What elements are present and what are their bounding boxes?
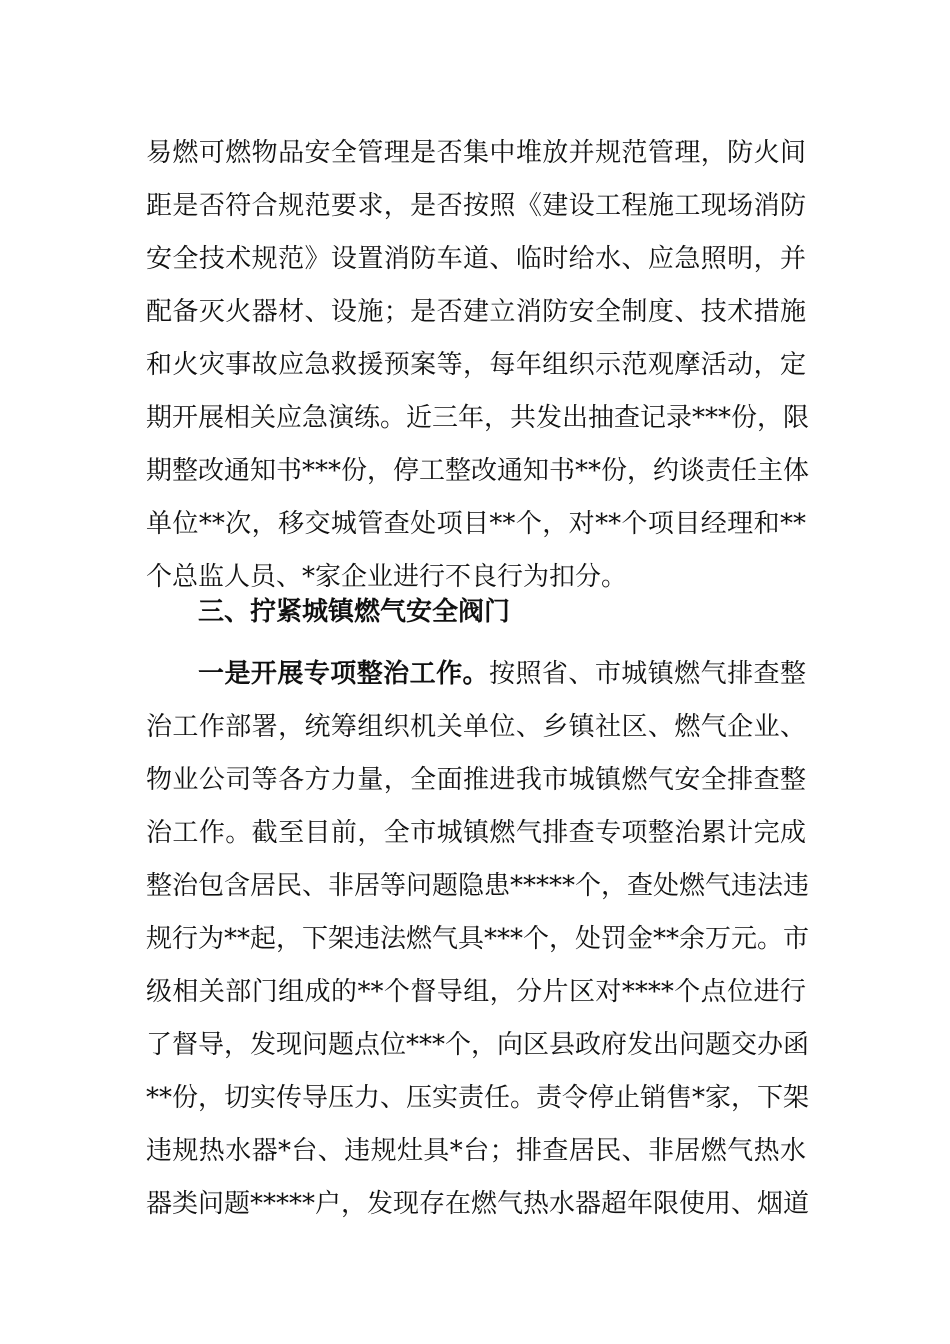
text-line-rest: 按照省、市城镇燃气排查整 xyxy=(489,659,806,689)
text-line: 易燃可燃物品安全管理是否集中堆放并规范管理，防火间 xyxy=(146,138,806,168)
text-line: 和火灾事故应急救援预案等，每年组织示范观摩活动，定 xyxy=(146,350,806,380)
text-line: **份，切实传导压力、压实责任。责令停止销售*家，下架 xyxy=(146,1083,810,1113)
text-line: 期整改通知书***份，停工整改通知书**份，约谈责任主体 xyxy=(146,456,810,486)
text-line: 治工作部署，统筹组织机关单位、乡镇社区、燃气企业、 xyxy=(146,712,806,742)
text-line: 个总监人员、*家企业进行不良行为扣分。 xyxy=(146,562,628,592)
text-line: 单位**次，移交城管查处项目**个，对**个项目经理和** xyxy=(146,509,806,539)
paragraph-fire-safety xyxy=(146,127,810,604)
section-heading-block xyxy=(146,586,806,639)
text-line: 规行为**起，下架违法燃气具***个，处罚金**余万元。市 xyxy=(146,924,810,954)
text-line: 整治包含居民、非居等问题隐患*****个，查处燃气违法违 xyxy=(146,871,810,901)
text-line-first xyxy=(146,648,806,701)
text-line: 物业公司等各方力量，全面推进我市城镇燃气安全排查整 xyxy=(146,765,806,795)
text-line: 违规热水器*台、违规灶具*台；排查居民、非居燃气热水 xyxy=(146,1136,806,1166)
text-line: 安全技术规范》设置消防车道、临时给水、应急照明，并 xyxy=(146,244,806,274)
paragraph-lead: 一是开展专项整治工作。 xyxy=(198,659,489,689)
text-line: 器类问题*****户，发现存在燃气热水器超年限使用、烟道 xyxy=(146,1189,810,1219)
text-line: 期开展相关应急演练。近三年，共发出抽查记录***份，限 xyxy=(146,403,810,433)
text-line: 距是否符合规范要求，是否按照《建设工程施工现场消防 xyxy=(146,191,806,221)
text-line: 了督导，发现问题点位***个，向区县政府发出问题交办函 xyxy=(146,1030,810,1060)
text-line: 级相关部门组成的**个督导组，分片区对****个点位进行 xyxy=(146,977,806,1007)
paragraph-gas-safety xyxy=(146,648,810,1231)
text-line: 配备灭火器材、设施；是否建立消防安全制度、技术措施 xyxy=(146,297,806,327)
section-heading: 三、拧紧城镇燃气安全阀门 xyxy=(198,597,511,627)
text-line: 治工作。截至目前，全市城镇燃气排查专项整治累计完成 xyxy=(146,818,806,848)
